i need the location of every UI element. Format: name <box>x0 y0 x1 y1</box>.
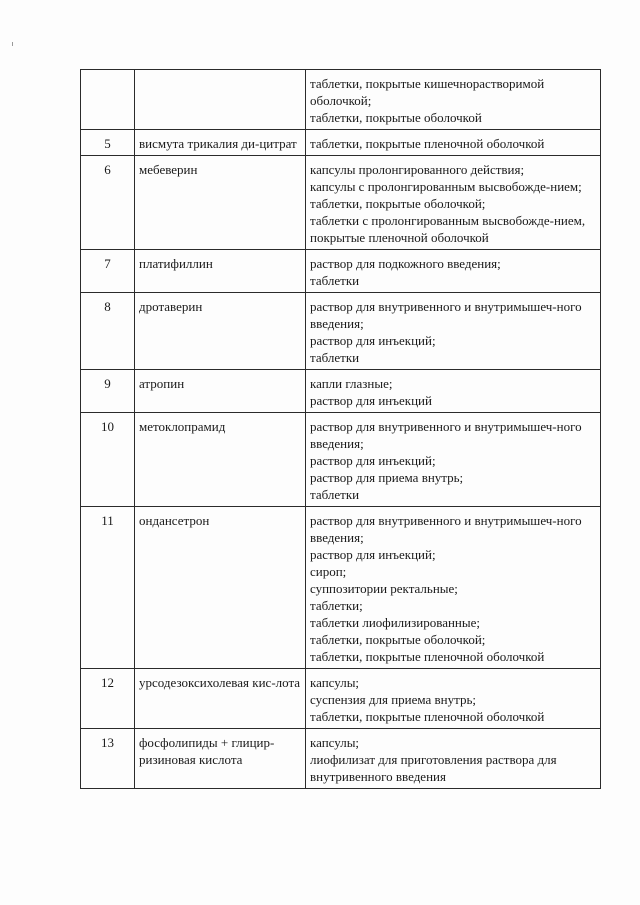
dosage-form-item: раствор для внутривенного и внутримышеч-ного введения; <box>310 419 582 451</box>
table-row <box>81 130 601 156</box>
dosage-form-item: суспензия для приема внутрь; <box>310 692 477 707</box>
dosage-form-item: таблетки, покрытые пленочной оболочкой <box>310 136 545 151</box>
row-number: 7 <box>81 250 135 293</box>
dosage-form-item: таблетки, покрытые пленочной оболочкой <box>310 649 545 664</box>
dosage-forms <box>306 413 601 507</box>
dosage-forms <box>306 507 601 669</box>
drug-table-body <box>81 70 601 789</box>
dosage-form-item: таблетки, покрытые пленочной оболочкой <box>310 709 545 724</box>
drug-name: мебеверин <box>135 156 306 250</box>
row-number: 8 <box>81 293 135 370</box>
row-number: 6 <box>81 156 135 250</box>
dosage-form-item: капсулы; <box>310 675 360 690</box>
dosage-form-item: капсулы с пролонгированным высвобожде-нием; <box>310 179 582 194</box>
row-number: 12 <box>81 669 135 729</box>
dosage-forms <box>306 669 601 729</box>
dosage-forms <box>306 729 601 789</box>
dosage-form-item: капсулы; <box>310 735 360 750</box>
table-row <box>81 729 601 789</box>
drug-name: ондансетрон <box>135 507 306 669</box>
dosage-form-item: сироп; <box>310 564 347 579</box>
table-row <box>81 250 601 293</box>
dosage-form-item: раствор для внутривенного и внутримышеч-ного введения; <box>310 513 582 545</box>
dosage-form-item: раствор для подкожного введения; <box>310 256 501 271</box>
table-row <box>81 669 601 729</box>
drug-name: урсодезоксихолевая кис-лота <box>135 669 306 729</box>
dosage-form-item: таблетки; <box>310 598 363 613</box>
dosage-form-item: раствор для инъекций; <box>310 547 436 562</box>
dosage-form-item: таблетки, покрытые оболочкой <box>310 110 482 125</box>
dosage-form-item: таблетки, покрытые оболочкой; <box>310 632 486 647</box>
dosage-form-item: раствор для инъекций <box>310 393 432 408</box>
dosage-form-item: капли глазные; <box>310 376 393 391</box>
dosage-form-item: раствор для внутривенного и внутримышеч-ного введения; <box>310 299 582 331</box>
drug-name: висмута трикалия ди-цитрат <box>135 130 306 156</box>
dosage-form-item: лиофилизат для приготовления раствора для внутривенного введения <box>310 752 557 784</box>
dosage-form-item: таблетки <box>310 487 360 502</box>
dosage-form-item: капсулы пролонгированного действия; <box>310 162 525 177</box>
dosage-form-item: таблетки с пролонгированным высвобожде-нием, покрытые пленочной оболочкой <box>310 213 586 245</box>
dosage-form-item: таблетки <box>310 350 360 365</box>
dosage-forms <box>306 293 601 370</box>
table-row <box>81 70 601 130</box>
drug-name: атропин <box>135 370 306 413</box>
table-row <box>81 413 601 507</box>
dosage-form-item: таблетки, покрытые кишечнорастворимой оболочкой; <box>310 76 545 108</box>
dosage-form-item: таблетки, покрытые оболочкой; <box>310 196 486 211</box>
dosage-form-item: раствор для инъекций; <box>310 453 436 468</box>
dosage-forms <box>306 370 601 413</box>
drug-name: метоклопрамид <box>135 413 306 507</box>
drug-name: платифиллин <box>135 250 306 293</box>
row-number: 10 <box>81 413 135 507</box>
dosage-form-item: суппозитории ректальные; <box>310 581 458 596</box>
dosage-form-item: таблетки <box>310 273 360 288</box>
dosage-forms <box>306 130 601 156</box>
drug-name <box>135 70 306 130</box>
row-number: 11 <box>81 507 135 669</box>
dosage-form-item: таблетки лиофилизированные; <box>310 615 480 630</box>
drug-name: дротаверин <box>135 293 306 370</box>
dosage-forms <box>306 156 601 250</box>
drug-name: фосфолипиды + глицир-ризиновая кислота <box>135 729 306 789</box>
dosage-form-item: раствор для приема внутрь; <box>310 470 464 485</box>
row-number: 9 <box>81 370 135 413</box>
table-row <box>81 370 601 413</box>
table-row <box>81 507 601 669</box>
row-number: 5 <box>81 130 135 156</box>
dosage-form-item: раствор для инъекций; <box>310 333 436 348</box>
table-row <box>81 293 601 370</box>
row-number: 13 <box>81 729 135 789</box>
dosage-forms <box>306 250 601 293</box>
row-number <box>81 70 135 130</box>
table-row <box>81 156 601 250</box>
dosage-forms <box>306 70 601 130</box>
drug-table <box>80 69 601 789</box>
scan-mark <box>12 42 13 46</box>
